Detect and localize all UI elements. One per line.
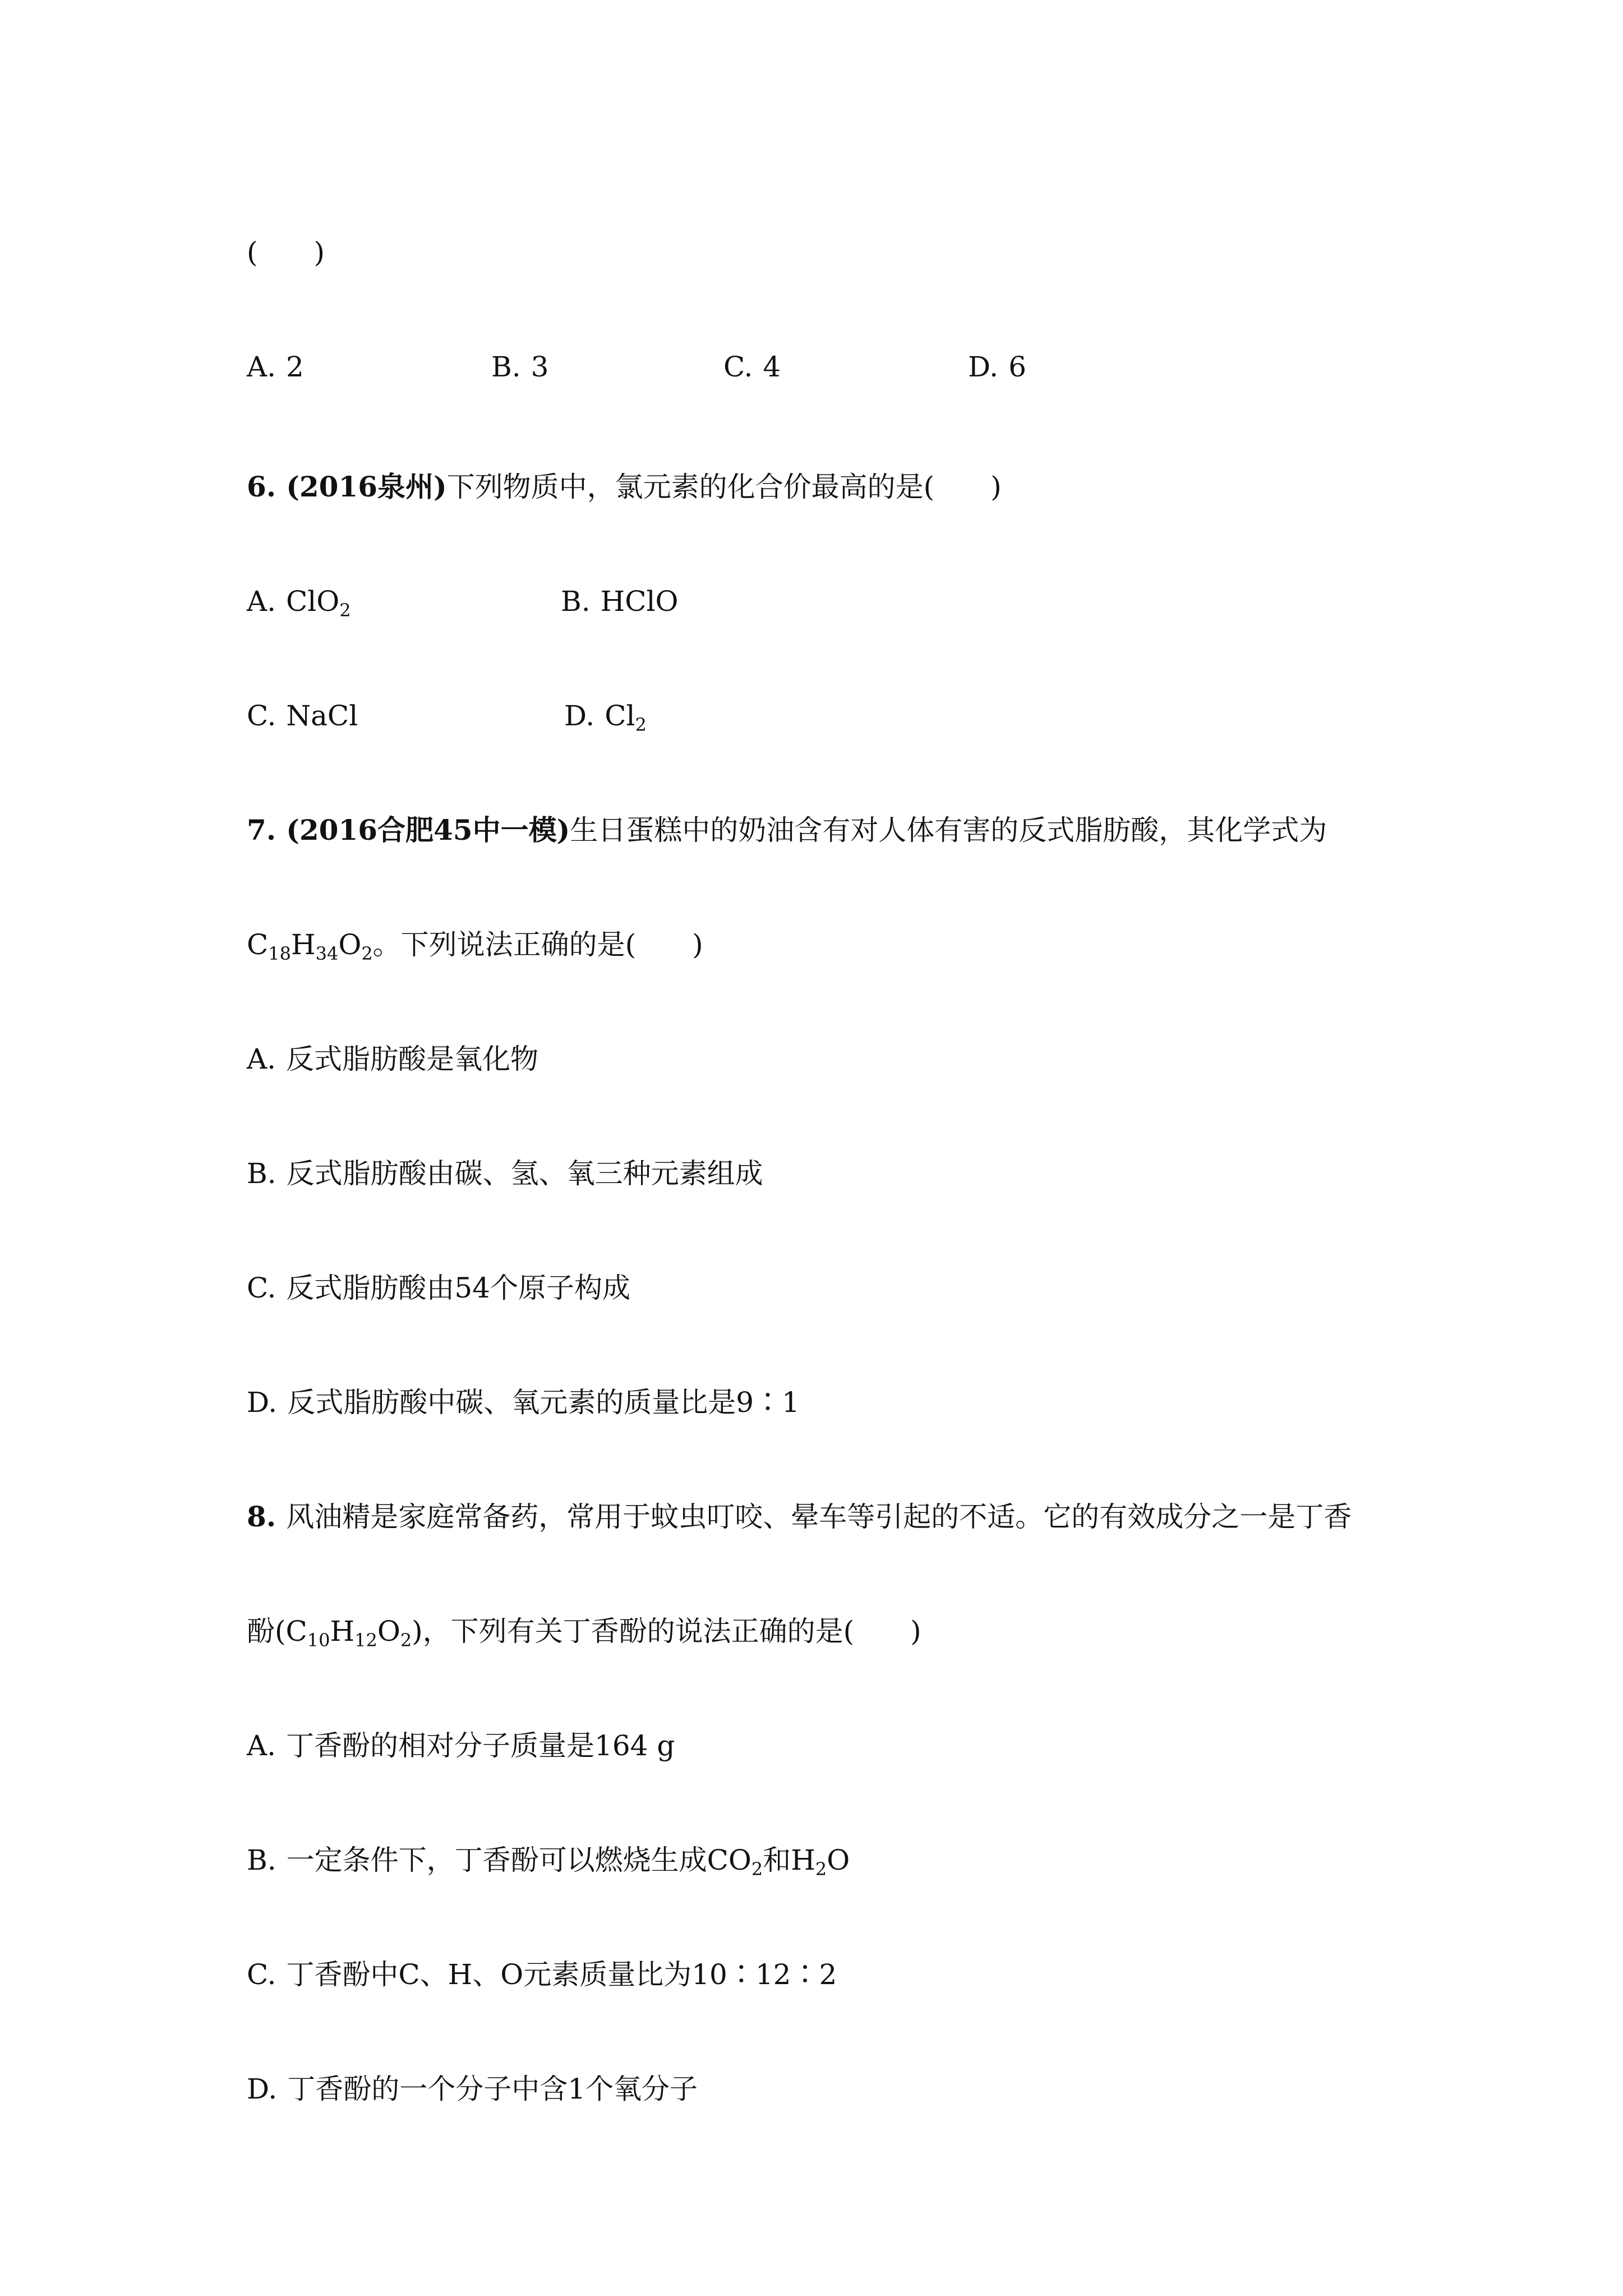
- question-source: (2016合肥45中一模): [286, 813, 570, 846]
- question-number: 8.: [247, 1500, 276, 1533]
- subscript: 2: [635, 714, 647, 735]
- option-text: 6: [1008, 351, 1027, 383]
- q5-option-b[interactable]: [491, 349, 548, 385]
- option-letter: C.: [247, 1958, 276, 1991]
- option-letter: C.: [723, 351, 753, 383]
- option-letter: C.: [247, 1272, 276, 1304]
- option-text: 反式脂肪酸中碳、氧元素的质量比是9∶1: [287, 1386, 800, 1419]
- q8-stem-line1: [247, 1499, 1352, 1535]
- option-letter: D.: [247, 2073, 278, 2105]
- q7-stem-line1: [247, 812, 1327, 848]
- q8-option-c[interactable]: [247, 1957, 837, 1993]
- option-letter: A.: [247, 1729, 276, 1762]
- option-letter: A.: [247, 585, 276, 618]
- option-letter: C.: [247, 700, 276, 732]
- q5-answer-paren: ( ): [247, 236, 325, 269]
- option-letter: D.: [564, 700, 595, 732]
- q6-option-a[interactable]: [247, 583, 351, 619]
- q5-option-a[interactable]: [247, 349, 304, 385]
- question-number: 7.: [247, 813, 276, 846]
- question-text: 酚(C: [247, 1615, 307, 1648]
- q6-stem: [247, 469, 1002, 505]
- option-letter: B.: [491, 351, 521, 383]
- option-text: 反式脂肪酸由54个原子构成: [286, 1272, 630, 1304]
- option-text: Cl: [605, 700, 635, 732]
- question-text: )，下列有关丁香酚的说法正确的是( ): [412, 1615, 921, 1648]
- option-letter: B.: [247, 1844, 276, 1876]
- question-text: 风油精是家庭常备药，常用于蚊虫叮咬、晕车等引起的不适。它的有效成分之一是丁香: [286, 1501, 1352, 1533]
- q8-option-d[interactable]: [247, 2071, 698, 2107]
- option-text: 丁香酚的一个分子中含1个氧分子: [287, 2073, 698, 2105]
- q7-option-c[interactable]: [247, 1270, 630, 1306]
- q6-option-d[interactable]: [564, 698, 647, 734]
- question-text: 生日蛋糕中的奶油含有对人体有害的反式脂肪酸，其化学式为: [570, 814, 1327, 846]
- q8-option-b[interactable]: [247, 1842, 850, 1878]
- option-letter: B.: [561, 585, 591, 618]
- q6-option-c[interactable]: [247, 698, 358, 734]
- option-text: 丁香酚的相对分子质量是164 g: [286, 1729, 675, 1762]
- option-text: 一定条件下，丁香酚可以燃烧生成$CO_2$和$H_2O$: [286, 1844, 850, 1880]
- option-text: 反式脂肪酸是氧化物: [286, 1043, 539, 1075]
- option-text: ClO: [286, 585, 340, 618]
- q7-option-a[interactable]: [247, 1041, 538, 1077]
- question-text: 下列物质中，氯元素的化合价最高的是( ): [446, 471, 1002, 503]
- option-letter: A.: [247, 1043, 276, 1075]
- q7-option-d[interactable]: [247, 1384, 800, 1420]
- option-letter: B.: [247, 1157, 276, 1190]
- option-text: 4: [763, 351, 781, 383]
- chem-formula: $C_{18}H_{34}O_2$: [247, 928, 373, 964]
- question-source: (2016泉州): [286, 470, 447, 503]
- q8-option-a[interactable]: [247, 1728, 675, 1764]
- option-text: NaCl: [286, 700, 358, 732]
- question-text: 。下列说法正确的是( ): [372, 928, 703, 961]
- q7-stem-line2: [247, 927, 703, 963]
- q8-stem-line2: [247, 1613, 921, 1649]
- q5-option-c[interactable]: [723, 349, 781, 385]
- chem-formula: $_{10}H_{12}O_2$: [307, 1615, 412, 1651]
- option-text: 2: [286, 351, 304, 383]
- subscript: 2: [339, 600, 351, 621]
- option-text: 3: [531, 351, 549, 383]
- q6-option-b[interactable]: [561, 583, 678, 619]
- option-text: 反式脂肪酸由碳、氢、氧三种元素组成: [286, 1157, 763, 1190]
- option-letter: D.: [247, 1386, 278, 1419]
- q5-option-d[interactable]: [968, 349, 1026, 385]
- option-letter: D.: [968, 351, 999, 383]
- option-text: HClO: [600, 585, 679, 618]
- question-number: 6.: [247, 470, 276, 503]
- option-text: 丁香酚中C、H、O元素质量比为10∶12∶2: [286, 1958, 837, 1991]
- q7-option-b[interactable]: [247, 1156, 763, 1191]
- option-letter: A.: [247, 351, 276, 383]
